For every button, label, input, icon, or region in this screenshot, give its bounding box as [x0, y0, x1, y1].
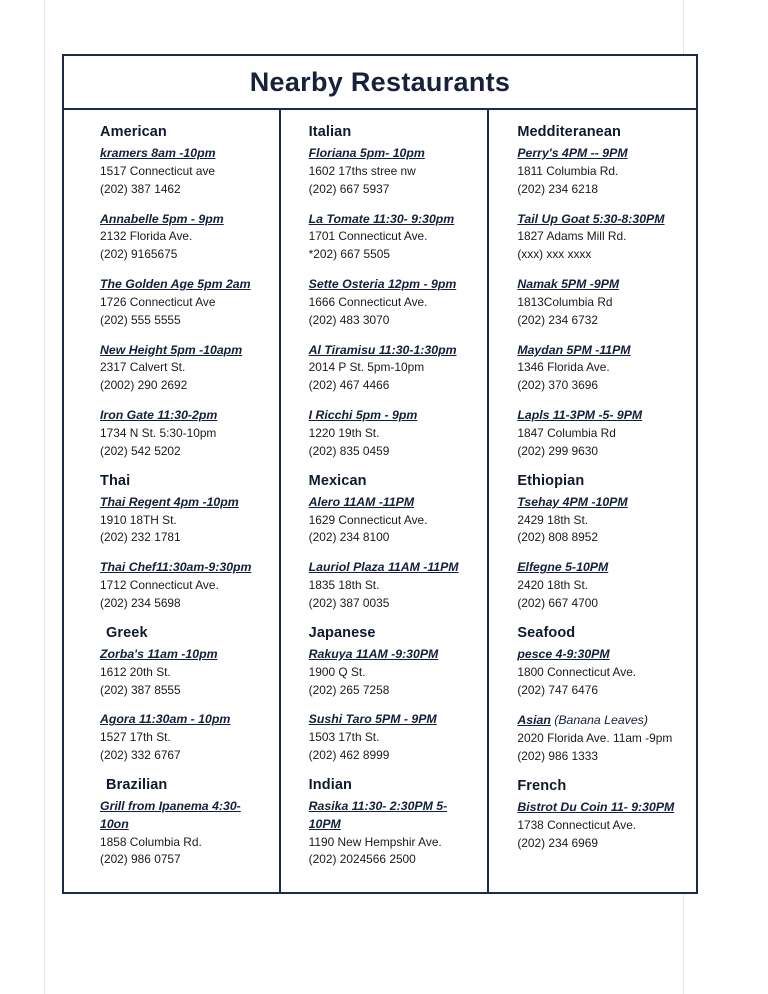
- restaurant-phone[interactable]: (202) 387 8555: [100, 682, 181, 697]
- restaurant-entry: [100, 646, 265, 700]
- restaurant-phone[interactable]: (202) 462 8999: [308, 748, 390, 763]
- restaurant-name[interactable]: Alero 11AM -11PM: [308, 494, 415, 509]
- restaurant-address: 2020 Florida Ave. 11am -9pm: [517, 731, 673, 746]
- restaurant-entry: [100, 494, 265, 548]
- restaurant-name[interactable]: Thai Regent 4pm -10pm: [100, 494, 239, 509]
- restaurant-phone[interactable]: (202) 9165675: [100, 247, 178, 262]
- restaurant-entry: [309, 407, 474, 461]
- restaurant-entry: [517, 559, 682, 613]
- restaurant-entry: [517, 799, 682, 853]
- category-heading: Brazilian: [106, 776, 168, 793]
- restaurant-address: 1346 Florida Ave.: [517, 360, 610, 375]
- restaurant-phone[interactable]: (202) 986 0757: [100, 852, 181, 867]
- restaurant-name[interactable]: Floriana 5pm- 10pm: [308, 146, 425, 160]
- restaurant-address: 1734 N St. 5:30-10pm: [100, 426, 217, 441]
- restaurant-entry: [100, 798, 265, 869]
- restaurant-address: 2429 18th St.: [517, 512, 589, 527]
- restaurant-name[interactable]: Zorba's 11am -10pm: [100, 646, 218, 661]
- restaurant-entry: [517, 494, 682, 548]
- restaurant-address: 1800 Connecticut Ave.: [517, 664, 637, 679]
- restaurant-name[interactable]: Rakuya 11AM -9:30PM: [308, 646, 439, 661]
- restaurant-phone[interactable]: (202) 234 8100: [308, 530, 390, 545]
- restaurant-address: 1900 Q St.: [308, 664, 366, 679]
- restaurant-phone[interactable]: (202) 667 5937: [308, 181, 390, 196]
- columns-container: [64, 110, 696, 894]
- restaurant-address: 2420 18th St.: [517, 578, 589, 593]
- restaurant-entry: [100, 211, 265, 265]
- restaurant-entry: [309, 494, 474, 548]
- restaurant-name[interactable]: Grill from Ipanema 4:30- 10on: [100, 798, 241, 831]
- category-heading: Ethiopian: [517, 472, 585, 489]
- category-heading: French: [517, 777, 567, 794]
- restaurant-address: 1602 17ths stree nw: [308, 163, 416, 178]
- restaurant-entry: [100, 407, 265, 461]
- restaurant-entry: [309, 798, 474, 869]
- restaurant-phone[interactable]: (202) 299 9630: [517, 443, 599, 458]
- restaurant-entry: [100, 276, 265, 330]
- restaurant-phone[interactable]: (202) 234 6969: [517, 835, 599, 850]
- column-3: [487, 110, 696, 894]
- restaurant-address: 1701 Connecticut Ave.: [308, 229, 428, 244]
- restaurant-phone[interactable]: (202) 835 0459: [308, 443, 390, 458]
- restaurant-entry: [100, 559, 265, 613]
- restaurant-entry: [517, 646, 682, 700]
- restaurant-phone[interactable]: (202) 2024566 2500: [308, 852, 416, 867]
- category-heading: Greek: [106, 624, 148, 641]
- restaurant-entry: [517, 145, 682, 199]
- category-heading: American: [100, 124, 167, 140]
- restaurant-entry: [517, 407, 682, 461]
- restaurant-name[interactable]: The Golden Age 5pm 2am: [100, 277, 251, 292]
- category-heading: Indian: [308, 776, 352, 793]
- restaurant-name[interactable]: Agora 11:30am - 10pm: [100, 712, 231, 727]
- restaurant-phone[interactable]: (202) 747 6476: [517, 682, 599, 697]
- category-heading: Medditeranean: [517, 124, 621, 140]
- restaurant-phone[interactable]: (202) 555 5555: [100, 312, 181, 327]
- restaurant-entry: [309, 711, 474, 765]
- restaurant-phone[interactable]: (2002) 290 2692: [100, 378, 188, 393]
- category-heading: Japanese: [308, 624, 376, 641]
- restaurant-address: 1910 18TH St.: [100, 512, 177, 527]
- restaurant-phone[interactable]: (202) 542 5202: [100, 443, 181, 458]
- restaurant-address: 1517 Connecticut ave: [100, 163, 216, 178]
- restaurant-entry: [309, 646, 474, 700]
- restaurant-address: 1827 Adams Mill Rd.: [517, 229, 627, 244]
- restaurant-phone[interactable]: (202) 667 4700: [517, 595, 599, 610]
- restaurant-entry: [100, 711, 265, 765]
- category-heading: Italian: [308, 124, 352, 140]
- restaurant-address: 1220 19th St.: [308, 426, 380, 441]
- title-bar: [64, 56, 696, 110]
- restaurant-phone[interactable]: (202) 370 3696: [517, 378, 599, 393]
- page-title: Nearby Restaurants: [249, 66, 511, 97]
- restaurant-name-note: (Banana Leaves): [550, 713, 648, 728]
- category-heading: Thai: [100, 472, 131, 489]
- restaurant-phone[interactable]: *202) 667 5505: [308, 247, 390, 262]
- restaurant-address: 1726 Connecticut Ave: [100, 294, 216, 309]
- restaurant-name[interactable]: New Height 5pm -10apm: [100, 342, 243, 357]
- restaurant-name[interactable]: Iron Gate 11:30-2pm: [100, 408, 218, 423]
- restaurant-name[interactable]: Lauriol Plaza 11AM -11PM: [308, 560, 459, 575]
- restaurant-name[interactable]: Al Tiramisu 11:30-1:30pm: [308, 342, 457, 357]
- restaurant-name[interactable]: Bistrot Du Coin 11- 9:30PM: [517, 799, 675, 814]
- restaurant-name[interactable]: Lapls 11-3PM -5- 9PM: [517, 408, 643, 423]
- restaurant-name[interactable]: Tsehay 4PM -10PM: [517, 494, 628, 509]
- restaurant-entry: [517, 711, 682, 766]
- restaurant-address: 1811 Columbia Rd.: [517, 163, 619, 178]
- restaurant-name[interactable]: Thai Chef11:30am-9:30pm: [100, 560, 252, 575]
- restaurant-entry: [309, 276, 474, 330]
- category-heading: Seafood: [517, 624, 576, 641]
- restaurant-address: 1527 17th St.: [100, 730, 171, 745]
- column-1: [64, 110, 279, 894]
- restaurant-name[interactable]: Namak 5PM -9PM: [517, 277, 620, 292]
- restaurant-entry: [517, 276, 682, 330]
- restaurant-name[interactable]: Asian: [517, 713, 551, 728]
- restaurant-entry: [517, 342, 682, 396]
- restaurant-phone[interactable]: (202) 387 1462: [100, 181, 181, 196]
- restaurant-address: 1738 Connecticut Ave.: [517, 817, 637, 832]
- restaurant-address: 2014 P St. 5pm-10pm: [308, 360, 425, 375]
- column-2: [279, 110, 488, 894]
- restaurant-address: 1847 Columbia Rd: [517, 426, 616, 441]
- restaurant-entry: [309, 211, 474, 265]
- restaurant-phone[interactable]: (202) 234 5698: [100, 595, 181, 610]
- restaurant-name[interactable]: Annabelle 5pm - 9pm: [100, 211, 224, 226]
- restaurant-phone[interactable]: (202) 234 6218: [517, 181, 599, 196]
- restaurant-phone[interactable]: (202) 483 3070: [308, 312, 390, 327]
- restaurant-phone[interactable]: (202) 232 1781: [100, 530, 181, 545]
- restaurant-address: 2132 Florida Ave.: [100, 229, 193, 244]
- restaurant-name[interactable]: Rasika 11:30- 2:30PM 5-10PM: [308, 798, 448, 831]
- restaurant-address: 1666 Connecticut Ave.: [308, 294, 428, 309]
- restaurant-name[interactable]: Tail Up Goat 5:30-8:30PM: [517, 211, 665, 226]
- restaurant-address: 1503 17th St.: [308, 730, 380, 745]
- restaurant-name[interactable]: kramers 8am -10pm: [100, 146, 216, 160]
- restaurant-flyer: [62, 54, 698, 894]
- restaurant-phone[interactable]: (202) 387 0035: [308, 595, 390, 610]
- restaurant-address: 1813Columbia Rd: [517, 294, 613, 309]
- restaurant-phone[interactable]: (202) 332 6767: [100, 748, 181, 763]
- restaurant-name[interactable]: La Tomate 11:30- 9:30pm: [308, 211, 455, 226]
- restaurant-entry: [100, 342, 265, 396]
- restaurant-address: 1629 Connecticut Ave.: [308, 512, 428, 527]
- restaurant-address: 1835 18th St.: [308, 578, 380, 593]
- restaurant-name[interactable]: Maydan 5PM -11PM: [517, 342, 631, 357]
- restaurant-phone[interactable]: (202) 808 8952: [517, 530, 599, 545]
- restaurant-phone[interactable]: (202) 467 4466: [308, 378, 390, 393]
- restaurant-phone[interactable]: (xxx) xxx xxxx: [517, 247, 592, 262]
- scan-fold-left: [44, 0, 45, 994]
- restaurant-name[interactable]: Sushi Taro 5PM - 9PM: [308, 712, 437, 727]
- restaurant-address: 1858 Columbia Rd.: [100, 834, 202, 849]
- restaurant-address: 1712 Connecticut Ave.: [100, 578, 219, 593]
- restaurant-name[interactable]: Perry's 4PM -- 9PM: [517, 146, 628, 160]
- restaurant-phone[interactable]: (202) 234 6732: [517, 312, 599, 327]
- restaurant-phone[interactable]: (202) 986 1333: [517, 749, 599, 764]
- restaurant-name[interactable]: Sette Osteria 12pm - 9pm: [308, 277, 457, 292]
- restaurant-name[interactable]: I Ricchi 5pm - 9pm: [308, 408, 418, 423]
- category-heading: Mexican: [308, 472, 367, 489]
- restaurant-phone[interactable]: (202) 265 7258: [308, 682, 390, 697]
- restaurant-entry: [517, 211, 682, 265]
- restaurant-address: 1612 20th St.: [100, 664, 171, 679]
- restaurant-name[interactable]: Elfegne 5-10PM: [517, 560, 609, 575]
- restaurant-entry: [309, 342, 474, 396]
- restaurant-entry: [309, 559, 474, 613]
- restaurant-entry: [100, 145, 265, 199]
- restaurant-entry: [309, 145, 474, 199]
- restaurant-address: 2317 Calvert St.: [100, 360, 186, 375]
- restaurant-address: 1190 New Hempshir Ave.: [308, 834, 442, 849]
- restaurant-name[interactable]: pesce 4-9:30PM: [517, 646, 610, 661]
